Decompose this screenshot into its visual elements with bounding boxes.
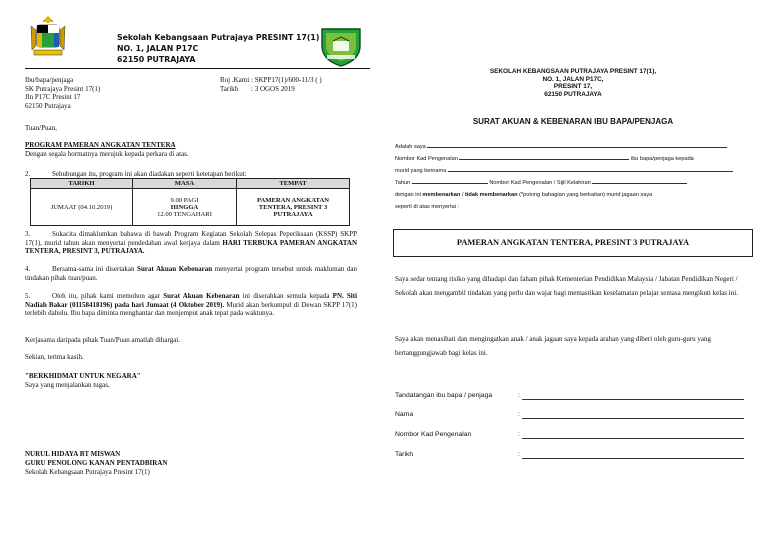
no-kp-field[interactable] (459, 159, 629, 160)
para-2-text: Sehubungan itu, program ini akan diadakan seperti ketetapan berikut: (52, 170, 247, 178)
recipient-line: Jln P17C Presint 17 (25, 93, 81, 102)
name-colon: : (518, 411, 520, 418)
table-header-masa: MASA (133, 179, 237, 189)
masa-line: 9.00 PAGI (170, 196, 199, 204)
ibu-bapa-kepada-label: ibu bapa/penjaga kepada (630, 156, 694, 162)
tempat-line: PUTRAJAYA (273, 210, 313, 218)
signer-title: GURU PENOLONG KANAN PENTADBIRAN (25, 459, 168, 467)
ic-field[interactable] (522, 438, 744, 439)
no-kp-murid-field[interactable] (592, 183, 687, 184)
para-2-number: 2. (25, 170, 31, 178)
slash-separator: / (461, 192, 464, 198)
tarikh-label: Tarikh (220, 84, 239, 93)
seperti-label: seperti di atas menyertai : (395, 204, 460, 210)
reference-block (220, 76, 360, 93)
name-label: Nama (395, 411, 414, 418)
table-cell-tempat (237, 189, 350, 226)
table-header-tarikh: TARIKH (31, 179, 133, 189)
para-5-text-b: ini diserahkan semula kepada (242, 292, 330, 300)
para-4 (25, 265, 357, 282)
masa-line: 12.00 TENGAHARI (157, 210, 212, 218)
form-header-line: 62150 PUTRAJAYA (544, 90, 602, 98)
letterhead (25, 14, 370, 74)
no-kp-sijil-label: Nombor Kad Pengenalan / Sijil Kelahiran (489, 180, 591, 186)
para-3-text: Sukacita dimaklumkan bahawa di bawah Program Kegiatan Sekolah Selepas Peperiksaan (KSSP) SKPP 17(1), murid tahun akan menyertai pendedahan awal kerjaya dalam (25, 230, 357, 247)
risk-paragraph: Saya sedar tentang risiko yang dihadapi dan faham pihak Kementerian Pendidikan Malaysia / Jabatan Pendidikan Negeri / Sekolah akan mengambil tindakan yang perlu dan wajar bagi memastikan keselamatan pelajar semasa mengikuti kelas ini. (395, 275, 738, 297)
para-5 (25, 292, 357, 318)
para-4-number: 4. (25, 265, 31, 273)
para-5-text-c: Murid akan berkumpul di Dewan SKPP 17(1) terlebih dahulu. Ibu bapa diminta menghantar dan menjemput anak tepat pada waktunya. (25, 300, 358, 318)
school-crest-logo (319, 26, 363, 68)
no-kp-label: Nombor Kad Pengenalan (395, 156, 458, 162)
name-field[interactable] (522, 418, 744, 419)
tahun-label: Tahun (395, 180, 411, 186)
school-name: Sekolah Kebangsaan Putrajaya PRESINT 17(1) (117, 33, 320, 42)
form-header-line: NO. 1, JALAN P17C, (542, 75, 604, 83)
nama-field[interactable] (427, 147, 727, 148)
thanks-line: Kerjasama daripada pihak Tuan/Puan amatlah dihargai. (25, 336, 180, 344)
recipient-line: SK Putrajaya Presint 17(1) (25, 84, 101, 93)
form-title: SURAT AKUAN & KEBENARAN IBU BAPA/PENJAGA (472, 117, 674, 126)
name-row (395, 411, 750, 421)
recipient-line: Ibu/bapa/penjaga (25, 76, 74, 84)
recipient-line: 62150 Putrajaya (25, 101, 71, 110)
recipient-block (25, 76, 100, 110)
masa-line: HINGGA (170, 203, 199, 211)
potong-note: (*potong bahagian yang berkaitan) murid jagaan saya (519, 192, 653, 198)
signature-label: Tandatangan ibu bapa / penjaga (395, 392, 493, 399)
para-3-bold: HARI TERBUKA PAMERAN ANGKATAN TENTERA, PRESINT 3, PUTRAJAYA. (25, 238, 358, 256)
tempat-line: PAMERAN ANGKATAN (257, 196, 329, 204)
adalah-saya-label: Adalah saya (395, 144, 426, 150)
para-5-number: 5. (25, 292, 31, 300)
event-box: PAMERAN ANGKATAN TENTERA, PRESINT 3 PUTRAJAYA (393, 229, 753, 257)
form-header (393, 68, 753, 98)
para-3-number: 3. (25, 230, 31, 238)
ic-row (395, 431, 750, 441)
tidak-membenarkan-option[interactable]: tidak membenarkan (465, 192, 518, 198)
school-address-2: 62150 PUTRAJAYA (117, 55, 196, 64)
murid-bernama-label: murid yang bernama (395, 168, 447, 174)
para-5-bold-2: PN. Siti Nadiah Bakar (01158418196) pada hari Jumaat (4 Oktober 2019). (25, 292, 358, 309)
form-header-line: SEKOLAH KEBANGSAAN PUTRAJAYA PRESINT 17(1), (489, 68, 657, 75)
signer-school: Sekolah Kebangsaan Putrajaya Presint 17(1) (25, 468, 150, 476)
signer-name: NURUL HIDAYA BT MISWAN (25, 450, 121, 458)
letter-subject: PROGRAM PAMERAN ANGKATAN TENTERA (25, 141, 176, 149)
membenarkan-option[interactable]: membenarkan (422, 192, 461, 198)
date-field[interactable] (522, 458, 744, 459)
signature-field[interactable] (522, 399, 744, 400)
para-3 (25, 230, 357, 256)
motto: "BERKHIDMAT UNTUK NEGARA" (25, 372, 141, 380)
form-declaration (395, 144, 755, 216)
para-4-bold: Surat Akuan Kebenaran (137, 265, 213, 273)
signoff: Saya yang menjalankan tugas, (25, 381, 110, 389)
school-address-1: NO. 1, JALAN P17C (117, 44, 199, 53)
date-colon: : (518, 451, 520, 458)
table-header-tempat: TEMPAT (237, 179, 350, 189)
para-4-text-a: Bersama-sama ini disertakan (52, 265, 135, 273)
form-header-line: PRESINT 17, (553, 83, 593, 91)
table-cell-tarikh: JUMAAT (04.10.2019) (31, 189, 133, 226)
signature-row (395, 392, 750, 402)
schedule-table (30, 178, 350, 226)
ic-label: Nombor Kad Pengenalan (395, 431, 472, 438)
date-row (395, 451, 750, 461)
salutation: Tuan/Puan, (25, 124, 57, 132)
para-4-text-b: menyertai program tersebut untuk makluman dan tindakan pihak tuan/puan. (25, 265, 358, 282)
letterhead-rule (25, 68, 370, 69)
para-5-bold-1: Surat Akuan Kebenaran (163, 292, 240, 300)
ic-colon: : (518, 431, 520, 438)
tempat-line: TENTERA, PRESINT 3 (258, 203, 328, 211)
murid-nama-field[interactable] (448, 171, 733, 172)
advice-paragraph: Saya akan menasihati dan mengingatkan anak / anak jagaan saya kepada arahan yang diberi oleh guru-guru yang bertanggungjawab bagi kelas ini. (395, 335, 712, 357)
coat-of-arms-logo (27, 14, 69, 58)
tarikh-value: : 3 OGOS 2019 (251, 84, 295, 93)
ruj-value: : SKPP17(1)/600-11/3 ( ) (251, 76, 322, 84)
table-cell-masa (133, 189, 237, 226)
dengan-ini-label: dengan ini (395, 192, 421, 198)
signature-colon: : (518, 392, 520, 399)
closing-line: Sekian, terima kasih. (25, 353, 84, 361)
ruj-label: Ruj .Kami (220, 76, 250, 84)
para-5-text-a: Oleh itu, pihak kami memohon agar (52, 292, 161, 300)
intro-line: Dengan segala hormatnya merujuk kepada perkara di atas. (25, 150, 189, 158)
date-label: Tarikh (395, 451, 414, 458)
tahun-field[interactable] (412, 183, 488, 184)
